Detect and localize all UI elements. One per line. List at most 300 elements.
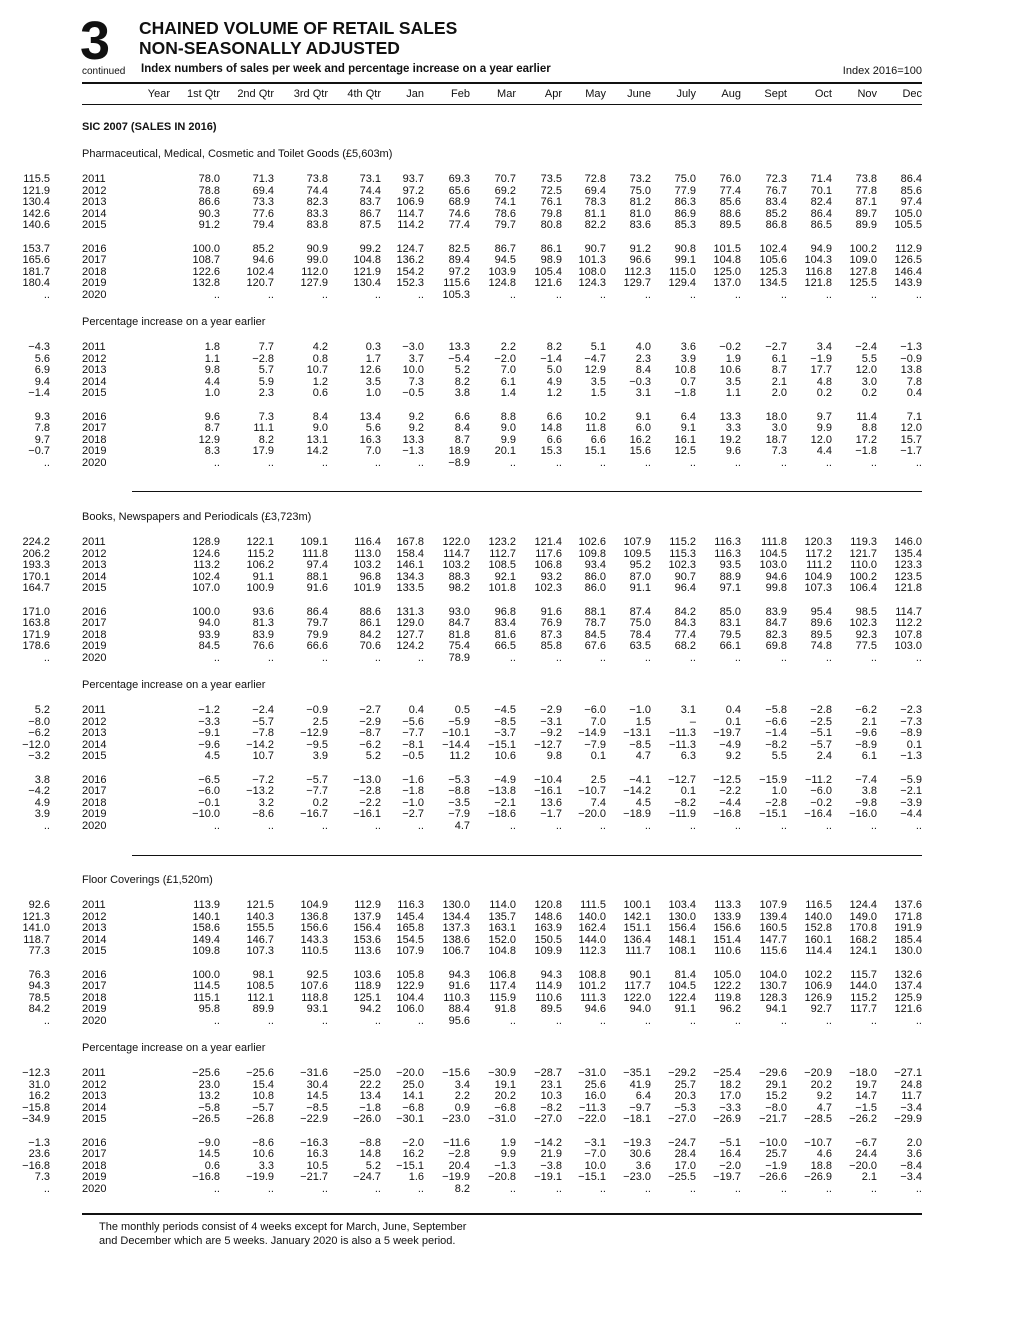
table-cell: −3.4	[900, 1171, 922, 1183]
table-cell: 154.5	[396, 933, 424, 946]
table-row	[0, 277, 1020, 289]
table-cell: 10.5	[306, 1159, 328, 1172]
row-year: 2013	[82, 1090, 107, 1102]
table-cell: 109.8	[192, 945, 220, 957]
table-row	[0, 196, 1020, 208]
table-cell: 68.9	[448, 196, 470, 208]
table-cell: ..	[915, 819, 922, 832]
table-cell: 102.4	[192, 570, 220, 583]
table-cell: 73.2	[629, 173, 651, 185]
table-cell: −4.5	[494, 704, 516, 716]
table-cell: 107.9	[623, 536, 651, 548]
table-row	[0, 797, 1020, 809]
table-cell: 6.4	[680, 410, 696, 423]
table-cell: ..	[915, 456, 922, 469]
table-cell: 95.8	[198, 1003, 220, 1015]
table-cell: −7.3	[900, 715, 922, 728]
table-cell: 89.7	[855, 207, 877, 220]
table-cell: 6.4	[635, 1090, 651, 1102]
table-cell: 0.2	[861, 387, 877, 399]
table-cell: 121.8	[804, 277, 832, 289]
table-cell: 131.3	[396, 605, 424, 618]
table-cell: 0.4	[725, 704, 741, 716]
table-cell: 9.8	[204, 364, 220, 376]
table-cell: 20.1	[494, 445, 516, 457]
table-cell: 17.0	[674, 1159, 696, 1172]
table-cell: −20.8	[488, 1171, 516, 1183]
table-cell: −10.7	[804, 1136, 832, 1149]
table-row	[0, 739, 1020, 751]
table-cell: 14.7	[855, 1090, 877, 1102]
table-cell: 13.4	[359, 1090, 381, 1102]
table-row	[0, 434, 1020, 446]
column-header: July	[676, 88, 696, 100]
table-cell: 88.1	[306, 570, 328, 583]
table-cell: 13.2	[198, 1090, 220, 1102]
row-year: 2017	[82, 422, 107, 434]
table-cell: −12.3	[22, 1067, 50, 1079]
table-cell: 121.6	[894, 1003, 922, 1015]
table-cell: ..	[870, 288, 877, 301]
table-cell: 20.2	[810, 1078, 832, 1091]
table-cell: 115.6	[760, 945, 787, 957]
table-cell: 7.3	[408, 375, 424, 388]
table-cell: −1.8	[855, 445, 877, 457]
table-cell: 92.3	[855, 628, 877, 641]
table-cell: 130.0	[894, 945, 922, 957]
table-cell: 84.2	[359, 628, 381, 641]
table-cell: −8.7	[359, 727, 381, 739]
table-cell: 10.7	[252, 750, 274, 762]
table-cell: −4.9	[719, 738, 741, 751]
table-cell: −13.0	[353, 773, 381, 786]
table-cell: −0.3	[629, 375, 651, 388]
table-cell: −26.5	[192, 1113, 220, 1125]
table-row	[0, 969, 1020, 981]
table-cell: ..	[43, 651, 50, 664]
table-cell: ..	[825, 819, 832, 832]
table-cell: 106.2	[246, 559, 274, 571]
table-cell: −23.0	[623, 1171, 651, 1183]
table-cell: 100.2	[849, 570, 877, 583]
table-cell: 121.9	[22, 184, 50, 197]
table-cell: 81.6	[494, 628, 516, 641]
table-cell: 117.4	[489, 980, 516, 992]
table-cell: −18.9	[623, 808, 651, 820]
table-cell: −12.0	[22, 738, 50, 751]
table-cell: 12.0	[900, 422, 922, 434]
table-cell: 76.0	[719, 173, 741, 185]
table-cell: 108.5	[488, 559, 516, 571]
table-cell: 2.5	[312, 715, 328, 728]
table-cell: 12.9	[584, 364, 606, 376]
table-cell: 10.3	[540, 1090, 562, 1102]
table-cell: 90.8	[674, 242, 696, 255]
table-cell: 93.2	[540, 570, 562, 583]
table-cell: 3.6	[680, 341, 696, 353]
table-cell: 8.4	[454, 422, 470, 434]
table-cell: 100.0	[192, 242, 220, 255]
table-cell: −5.7	[252, 715, 274, 728]
table-cell: 15.7	[900, 433, 922, 446]
section-heading: Books, Newspapers and Periodicals (£3,723m)	[82, 511, 312, 523]
row-year: 2013	[82, 364, 107, 376]
table-cell: 81.8	[448, 628, 470, 641]
table-cell: 101.5	[713, 242, 741, 255]
table-cell: 82.4	[810, 196, 832, 208]
table-cell: 102.4	[759, 242, 787, 255]
table-cell: ..	[267, 1014, 274, 1027]
table-cell: 3.7	[408, 352, 424, 365]
table-cell: 93.5	[719, 559, 741, 571]
table-cell: 69.3	[448, 173, 470, 185]
table-cell: 83.1	[719, 617, 741, 629]
table-cell: 91.1	[629, 582, 651, 594]
table-cell: 73.8	[306, 173, 328, 185]
table-cell: −19.7	[713, 1171, 741, 1183]
table-cell: 91.6	[306, 582, 328, 594]
table-cell: 107.8	[894, 628, 922, 641]
table-cell: ..	[417, 651, 424, 664]
table-cell: 119.8	[714, 991, 741, 1004]
table-cell: 122.1	[246, 536, 274, 548]
table-cell: 92.6	[28, 899, 50, 911]
table-cell: 78.5	[28, 991, 50, 1004]
table-row	[0, 411, 1020, 423]
table-cell: 146.0	[894, 536, 922, 548]
table-cell: 116.3	[714, 536, 741, 548]
table-cell: 4.7	[454, 819, 470, 832]
table-cell: 89.5	[719, 219, 741, 231]
table-cell: 116.8	[805, 265, 832, 278]
table-cell: ..	[267, 456, 274, 469]
row-year: 2017	[82, 617, 107, 629]
table-cell: 146.4	[894, 265, 922, 278]
table-cell: 125.3	[759, 265, 787, 278]
table-cell: 3.2	[258, 796, 274, 809]
table-cell: ..	[43, 1182, 50, 1195]
table-cell: 91.2	[629, 242, 651, 255]
row-year: 2011	[82, 173, 106, 185]
table-cell: −7.7	[306, 785, 328, 797]
table-cell: 12.9	[198, 433, 220, 446]
table-cell: 1.5	[590, 387, 606, 399]
table-cell: 41.9	[629, 1078, 651, 1091]
table-cell: 18.2	[719, 1078, 741, 1091]
table-cell: 140.3	[246, 910, 274, 923]
table-cell: −19.9	[442, 1171, 470, 1183]
table-cell: −22.9	[300, 1113, 328, 1125]
table-cell: 101.8	[488, 582, 516, 594]
table-cell: −6.7	[855, 1136, 877, 1149]
table-row	[0, 704, 1020, 716]
table-cell: 23.1	[540, 1078, 562, 1091]
table-cell: 9.2	[725, 750, 741, 762]
table-cell: 90.7	[584, 242, 606, 255]
column-header: Jan	[406, 88, 424, 100]
table-cell: −8.6	[252, 1136, 274, 1149]
table-cell: 102.3	[849, 617, 877, 629]
table-cell: 13.1	[306, 433, 328, 446]
table-cell: 10.8	[674, 364, 696, 376]
table-cell: 79.7	[306, 617, 328, 629]
table-cell: 107.9	[759, 899, 787, 911]
table-cell: −23.0	[442, 1113, 470, 1125]
table-cell: 14.5	[198, 1148, 220, 1160]
table-cell: 8.2	[258, 433, 274, 446]
table-cell: 24.4	[855, 1148, 877, 1160]
table-row	[0, 582, 1020, 594]
table-cell: 94.6	[252, 254, 274, 266]
table-cell: −3.2	[28, 750, 50, 762]
table-cell: 81.4	[674, 968, 696, 981]
table-cell: 112.9	[354, 899, 381, 911]
table-cell: 12.0	[855, 364, 877, 376]
table-cell: 156.6	[300, 922, 328, 934]
table-cell: 103.6	[353, 968, 381, 981]
table-cell: −3.7	[494, 727, 516, 739]
table-cell: 111.8	[302, 547, 328, 560]
table-cell: −14.2	[623, 785, 651, 797]
table-cell: 18.7	[765, 433, 787, 446]
table-cell: 137.4	[894, 980, 922, 992]
table-cell: 5.2	[454, 364, 470, 376]
table-cell: −9.1	[198, 727, 220, 739]
table-cell: 125.5	[849, 277, 877, 289]
table-cell: −2.8	[448, 1148, 470, 1160]
row-year: 2019	[82, 445, 107, 457]
table-cell: −0.5	[402, 750, 424, 762]
table-cell: 8.2	[454, 1182, 470, 1195]
table-cell: −29.2	[668, 1067, 696, 1079]
table-cell: 118.7	[23, 933, 50, 946]
table-cell: ..	[555, 819, 562, 832]
table-cell: 136.8	[300, 910, 328, 923]
table-cell: 109.1	[300, 536, 328, 548]
table-cell: −28.5	[804, 1113, 832, 1125]
table-cell: −4.7	[584, 352, 606, 365]
table-cell: −1.7	[540, 808, 562, 820]
table-cell: −6.2	[855, 704, 877, 716]
row-year: 2011	[82, 536, 106, 548]
row-year: 2019	[82, 640, 107, 652]
table-cell: 102.6	[578, 536, 606, 548]
table-cell: 3.8	[34, 773, 50, 786]
table-cell: 3.6	[635, 1159, 651, 1172]
table-cell: −19.1	[534, 1171, 562, 1183]
table-cell: 112.3	[579, 945, 606, 957]
row-year: 2012	[82, 910, 107, 923]
top-rule	[82, 82, 922, 84]
table-cell: 129.0	[396, 617, 424, 629]
table-cell: 86.4	[810, 207, 832, 220]
table-cell: 100.9	[246, 582, 274, 594]
table-cell: −2.0	[719, 1159, 741, 1172]
table-cell: 102.3	[668, 559, 696, 571]
table-cell: 94.1	[765, 1003, 787, 1015]
table-cell: 88.6	[719, 207, 741, 220]
table-cell: 191.9	[894, 922, 922, 934]
table-cell: 143.9	[894, 277, 922, 289]
table-cell: 10.0	[584, 1159, 606, 1172]
table-cell: 75.4	[448, 640, 470, 652]
table-cell: ..	[644, 456, 651, 469]
table-cell: 7.1	[906, 410, 922, 423]
table-cell: 137.0	[713, 277, 741, 289]
table-cell: −5.7	[252, 1101, 274, 1114]
table-cell: −10.4	[534, 773, 562, 786]
table-cell: −25.4	[713, 1067, 741, 1079]
table-cell: 11.7	[901, 1090, 922, 1102]
table-cell: −8.0	[765, 1101, 787, 1114]
table-cell: 14.5	[306, 1090, 328, 1102]
table-cell: 23.0	[198, 1078, 220, 1091]
table-cell: −2.7	[765, 341, 787, 353]
table-cell: 83.7	[359, 196, 381, 208]
table-cell: 114.7	[895, 605, 922, 618]
table-row	[0, 934, 1020, 946]
table-cell: 65.6	[448, 184, 470, 197]
table-cell: −5.7	[810, 738, 832, 751]
table-cell: 124.2	[396, 640, 424, 652]
table-cell: 107.9	[396, 945, 424, 957]
table-cell: –	[689, 715, 696, 728]
table-cell: −18.1	[623, 1113, 651, 1125]
table-cell: −29.9	[894, 1113, 922, 1125]
table-row	[0, 945, 1020, 957]
table-cell: ..	[509, 651, 516, 664]
table-cell: 90.7	[674, 570, 696, 583]
table-cell: 100.0	[192, 605, 220, 618]
table-cell: 20.3	[674, 1090, 696, 1102]
table-cell: 29.1	[765, 1078, 787, 1091]
table-cell: 105.6	[759, 254, 787, 266]
table-cell: −20.0	[849, 1159, 877, 1172]
table-cell: 105.0	[894, 207, 922, 220]
column-header: Feb	[451, 88, 470, 100]
table-cell: 17.0	[719, 1090, 741, 1102]
table-cell: ..	[734, 1182, 741, 1195]
table-cell: 1.1	[204, 352, 220, 365]
table-cell: −10.0	[192, 808, 220, 820]
table-cell: 104.9	[300, 899, 328, 911]
table-cell: 95.6	[448, 1014, 470, 1027]
table-cell: 164.7	[22, 582, 50, 594]
table-cell: −13.8	[488, 785, 516, 797]
table-cell: ..	[267, 288, 274, 301]
table-cell: 73.3	[252, 196, 274, 208]
table-cell: 74.1	[494, 196, 516, 208]
table-cell: −1.9	[810, 352, 832, 365]
table-cell: 7.4	[590, 796, 606, 809]
table-cell: 89.6	[810, 617, 832, 629]
table-cell: −16.4	[804, 808, 832, 820]
row-year: 2018	[82, 628, 107, 641]
table-cell: 117.7	[624, 980, 651, 992]
table-cell: −8.8	[359, 1136, 381, 1149]
table-cell: 87.0	[629, 570, 651, 583]
table-cell: −1.8	[674, 387, 696, 399]
table-cell: −7.9	[448, 808, 470, 820]
table-cell: −14.2	[246, 738, 274, 751]
table-cell: 103.2	[353, 559, 381, 571]
table-cell: 9.2	[816, 1090, 832, 1102]
table-cell: −10.7	[578, 785, 606, 797]
table-cell: 8.7	[771, 364, 787, 376]
table-cell: ..	[644, 819, 651, 832]
row-year: 2019	[82, 1003, 107, 1015]
table-cell: 79.7	[494, 219, 516, 231]
table-cell: −4.3	[28, 341, 50, 353]
table-cell: 118.9	[354, 980, 381, 992]
table-cell: −5.1	[719, 1136, 741, 1149]
table-cell: −7.2	[252, 773, 274, 786]
table-cell: 77.4	[674, 628, 696, 641]
table-cell: −7.4	[855, 773, 877, 786]
table-cell: 170.1	[22, 570, 50, 583]
row-year: 2012	[82, 547, 107, 560]
table-cell: 94.3	[540, 968, 562, 981]
table-cell: −28.7	[534, 1067, 562, 1079]
table-cell: 122.2	[713, 980, 741, 992]
table-cell: 4.4	[204, 375, 220, 388]
table-cell: 146.7	[246, 933, 274, 946]
table-cell: 94.3	[28, 980, 50, 992]
table-cell: −6.8	[494, 1101, 516, 1114]
table-row	[0, 341, 1020, 353]
table-cell: 6.1	[500, 375, 516, 388]
table-cell: 78.9	[448, 651, 470, 664]
table-cell: 9.8	[546, 750, 562, 762]
table-cell: ..	[915, 1014, 922, 1027]
table-cell: ..	[780, 1014, 787, 1027]
table-cell: 6.9	[34, 364, 50, 376]
table-cell: 5.2	[365, 750, 381, 762]
table-cell: 12.5	[674, 445, 696, 457]
table-cell: 2.3	[258, 387, 274, 399]
table-cell: 112.1	[247, 991, 274, 1004]
table-cell: 83.9	[765, 605, 787, 618]
table-cell: 6.0	[635, 422, 651, 434]
table-cell: 78.8	[198, 184, 220, 197]
table-cell: 93.6	[252, 605, 274, 618]
table-row	[0, 548, 1020, 560]
table-cell: −24.7	[353, 1171, 381, 1183]
table-cell: −1.0	[402, 796, 424, 809]
table-cell: 149.0	[849, 910, 877, 923]
table-cell: 86.7	[494, 242, 516, 255]
table-cell: −4.2	[28, 785, 50, 797]
table-cell: 147.7	[759, 933, 787, 946]
table-cell: −15.8	[22, 1101, 50, 1114]
table-cell: 16.1	[674, 433, 696, 446]
table-cell: 76.1	[540, 196, 562, 208]
table-row	[0, 1148, 1020, 1160]
table-cell: ..	[689, 288, 696, 301]
table-cell: 140.1	[192, 910, 220, 923]
table-cell: 70.6	[359, 640, 381, 652]
table-cell: −27.1	[894, 1067, 922, 1079]
table-cell: 3.3	[725, 422, 741, 434]
table-cell: 91.6	[540, 605, 562, 618]
table-cell: 28.4	[674, 1148, 696, 1160]
table-cell: 0.9	[454, 1101, 470, 1114]
header-rule	[82, 104, 922, 105]
table-row	[0, 536, 1020, 548]
table-cell: 121.6	[534, 277, 562, 289]
table-cell: 104.3	[804, 254, 832, 266]
table-cell: ..	[599, 288, 606, 301]
